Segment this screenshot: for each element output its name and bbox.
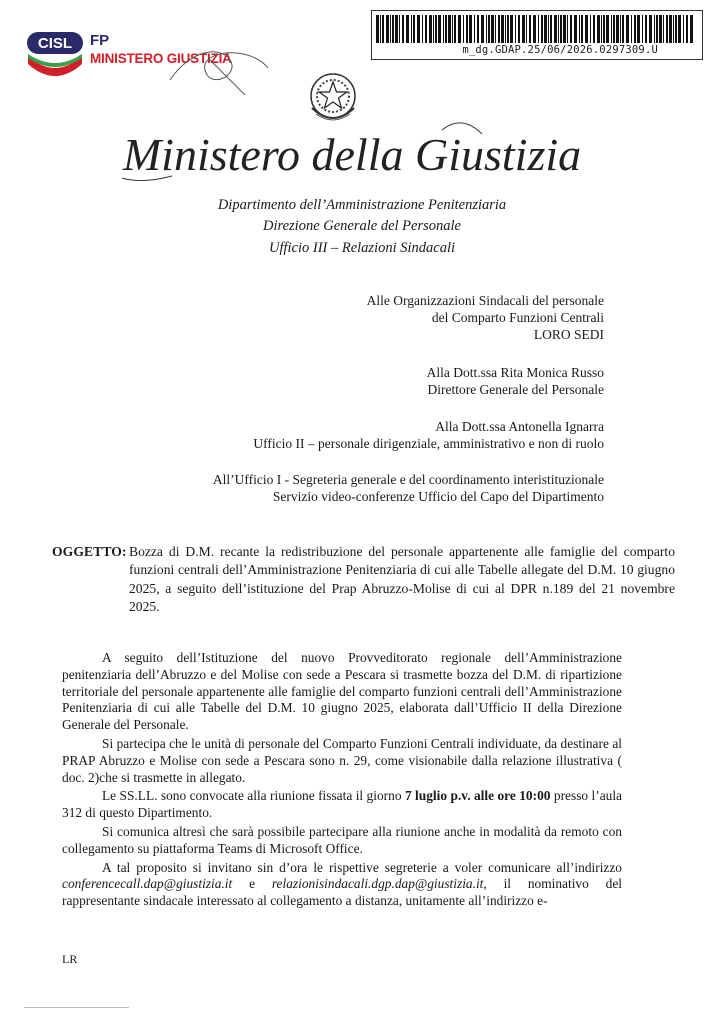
barcode-bar: [507, 15, 509, 43]
email-link-relazioni[interactable]: relazionisindacali.dgp.dap@giustizia.it: [271, 876, 484, 892]
meeting-text: Le SS.LL. sono convocate alla riunione fissata il giorno: [102, 788, 405, 804]
department-line-1: Dipartimento dell’Amministrazione Penitenziaria: [217, 197, 507, 213]
svg-text:CISL: CISL: [37, 35, 73, 52]
barcode-bar: [463, 15, 464, 43]
barcode-icon: [376, 15, 696, 43]
ministry-title-text: Ministero della Giustizia: [122, 129, 582, 180]
barcode-bar: [666, 15, 668, 43]
barcode-bar: [683, 15, 684, 43]
protocol-code: m_dg.GDAP.25/06/2026.0297309.U: [462, 44, 658, 56]
barcode-bar: [631, 15, 632, 43]
barcode-bar: [454, 15, 456, 43]
barcode-bar: [593, 15, 595, 43]
barcode-bar: [616, 15, 619, 43]
barcode-bar: [570, 15, 572, 43]
barcode-bar: [458, 15, 461, 43]
barcode-bar: [526, 15, 527, 43]
department-line-3: Ufficio III – Relazioni Sindacali: [268, 240, 456, 256]
barcode-bar: [411, 15, 412, 43]
email-link-conferencecall[interactable]: conferencecall.dap@giustizia.it: [62, 876, 233, 892]
meeting-date: 7 luglio p.v. alle ore 10:00: [404, 788, 551, 804]
addressee-line: Direttore Generale del Personale: [427, 382, 604, 397]
barcode-bar: [663, 15, 664, 43]
addressee-director: [427, 364, 604, 398]
barcode-bar: [590, 15, 591, 43]
barcode-bar: [538, 15, 539, 43]
barcode-bar: [429, 15, 432, 43]
barcode-bar: [554, 15, 557, 43]
barcode-bar: [563, 15, 566, 43]
addressee-line: Alle Organizzazioni Sindacali del personale: [366, 293, 604, 308]
barcode-bar: [477, 15, 479, 43]
barcode-bar: [522, 15, 525, 43]
addressee-line: Ufficio II – personale dirigenziale, amministrativo e non di ruolo: [253, 436, 604, 451]
barcode-bar: [518, 15, 520, 43]
barcode-bar: [659, 15, 662, 43]
barcode-bar: [402, 15, 404, 43]
barcode-bar: [533, 15, 536, 43]
body-paragraph-3: [62, 788, 622, 822]
barcode-bar: [448, 15, 451, 43]
barcode-bar: [574, 15, 577, 43]
barcode-bar: [622, 15, 624, 43]
addressee-line: Alla Dott.ssa Rita Monica Russo: [426, 365, 604, 380]
body-paragraph-5: [62, 860, 622, 910]
signature-scribble-icon: [150, 40, 280, 95]
barcode-bar: [585, 15, 588, 43]
barcode-bar: [690, 15, 693, 43]
barcode-bar: [395, 15, 398, 43]
barcode-bar: [438, 15, 441, 43]
barcode-bar: [417, 15, 420, 43]
barcode-bar: [649, 15, 652, 43]
protocol-barcode: [371, 10, 703, 60]
subject-block: [52, 543, 675, 617]
barcode-bar: [642, 15, 643, 43]
barcode-bar: [390, 15, 391, 43]
barcode-bar: [601, 15, 602, 43]
barcode-bar: [392, 15, 394, 43]
ministry-title: [112, 118, 592, 194]
barcode-bar: [386, 15, 389, 43]
barcode-bar: [673, 15, 674, 43]
logo-division: FP: [90, 32, 110, 49]
barcode-bar: [603, 15, 605, 43]
barcode-bar: [529, 15, 531, 43]
barcode-bar: [611, 15, 612, 43]
barcode-bar: [443, 15, 444, 43]
barcode-bar: [505, 15, 506, 43]
request-text-end: , il nominativo del rappresentante sindacale interessato al collegamento a distanza, unitamente all’indirizzo e-: [62, 876, 622, 909]
barcode-bar: [422, 15, 423, 43]
barcode-bar: [560, 15, 562, 43]
addressee-line: Servizio video-conferenze Ufficio del Capo del Dipartimento: [272, 489, 604, 504]
barcode-bar: [579, 15, 580, 43]
barcode-bar: [469, 15, 472, 43]
addressee-line: All’Ufficio I - Segreteria generale e del coordinamento interistituzionale: [212, 472, 604, 487]
barcode-bar: [452, 15, 453, 43]
barcode-bar: [486, 15, 487, 43]
barcode-bar: [515, 15, 516, 43]
barcode-bar: [433, 15, 434, 43]
cisl-logo-icon: [24, 28, 86, 78]
barcode-bar: [498, 15, 500, 43]
barcode-bar: [678, 15, 681, 43]
barcode-bar: [686, 15, 688, 43]
barcode-bar: [445, 15, 447, 43]
department-line-2: Direzione Generale del Personale: [263, 218, 461, 234]
barcode-bar: [399, 15, 400, 43]
barcode-bar: [645, 15, 647, 43]
barcode-bar: [435, 15, 437, 43]
barcode-bar: [656, 15, 658, 43]
barcode-bar: [495, 15, 496, 43]
meeting-location: presso l’aula 312 di questo Dipartimento.: [62, 788, 622, 821]
body-paragraph-2: Si partecipa che le unità di personale del Comparto Funzioni Centrali individuate, da destinare al PRAP Abruzzo e Molise con sede a Pescara sono n. 29, come visionabile dalla relazione illustrativa ( doc. 2)che si trasmette in allegato.: [62, 735, 622, 785]
barcode-bar: [620, 15, 621, 43]
barcode-bar: [376, 15, 379, 43]
barcode-bar: [597, 15, 600, 43]
barcode-bar: [654, 15, 655, 43]
barcode-bar: [581, 15, 583, 43]
barcode-bar: [548, 15, 549, 43]
barcode-bar: [675, 15, 677, 43]
barcode-bar: [380, 15, 381, 43]
barcode-bar: [382, 15, 384, 43]
barcode-bar: [510, 15, 513, 43]
barcode-bar: [550, 15, 552, 43]
barcode-bar: [669, 15, 672, 43]
barcode-bar: [474, 15, 475, 43]
conjunction-text: e: [232, 876, 272, 892]
barcode-bar: [491, 15, 494, 43]
body-paragraph-4: Si comunica altresì che sarà possibile partecipare alla riunione anche in modalità da remoto con collegamento su piattaforma Teams di Microsoft Office.: [62, 823, 622, 856]
body-paragraph-1: A seguito dell’Istituzione del nuovo Provveditorato regionale dell’Amministrazione penitenziaria dell’Abruzzo e del Molise con sede a Pescara si trasmette bozza del D.M. di ripartizione territoriale del personale appartenente alle famiglie del comparto funzioni centrali dell’Amministrazione Penitenziaria di cui alle Tabelle del D.M. 10 giugno 2025, elaborata dall’Ufficio II della Direzione Generale del Personale.: [62, 650, 622, 733]
barcode-bar: [613, 15, 615, 43]
logo-subtitle: MINISTERO GIUSTIZIA: [90, 51, 232, 66]
barcode-bar: [558, 15, 559, 43]
barcode-bar: [501, 15, 504, 43]
footer-divider: [24, 1007, 129, 1008]
author-initials: LR: [62, 952, 78, 966]
addressee-office-ii: [253, 418, 604, 452]
barcode-bar: [567, 15, 568, 43]
barcode-bar: [466, 15, 468, 43]
letter-body: [62, 650, 622, 912]
barcode-bar: [488, 15, 490, 43]
request-text: A tal proposito si invitano sin d’ora le rispettive segreterie a voler comunicare all’indirizzo: [102, 859, 622, 875]
barcode-bar: [481, 15, 484, 43]
barcode-bar: [406, 15, 409, 43]
barcode-bar: [544, 15, 547, 43]
addressee-line: del Comparto Funzioni Centrali: [431, 310, 604, 325]
addressee-office-i: [213, 471, 604, 505]
barcode-bar: [637, 15, 640, 43]
barcode-bar: [634, 15, 636, 43]
barcode-bar: [626, 15, 629, 43]
subject-label: OGGETTO:: [52, 544, 127, 559]
addressee-unions: [367, 292, 604, 343]
subject-text: Bozza di D.M. recante la redistribuzione del personale appartenente alle famiglie del comparto funzioni centrali dell’Amministrazione Penitenziaria di cui alle Tabelle allegate del D.M. 10 giugno 2025, a seguito dell’istituzione del Prap Abruzzo-Molise di cui al DPR n.189 del 21 novembre 2025.: [129, 544, 675, 614]
addressee-line: Alla Dott.ssa Antonella Ignarra: [435, 419, 604, 434]
barcode-bar: [606, 15, 609, 43]
barcode-bar: [425, 15, 427, 43]
addressee-line: LORO SEDI: [533, 327, 604, 342]
barcode-bar: [413, 15, 415, 43]
barcode-bar: [541, 15, 543, 43]
